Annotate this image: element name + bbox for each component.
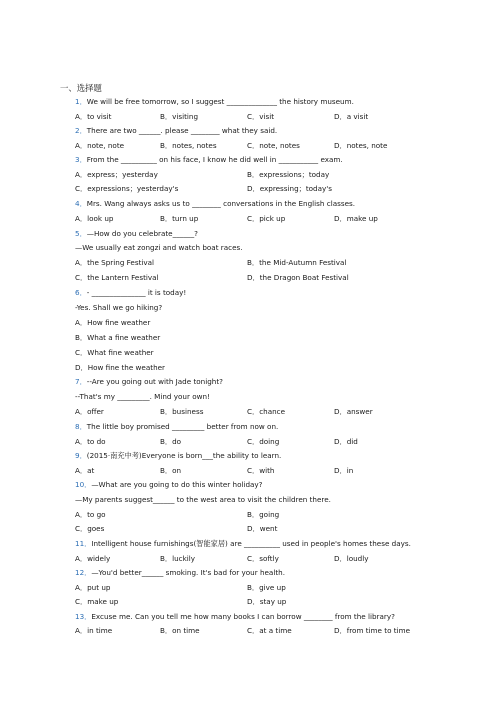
option-a: A．offer [75,407,104,416]
option-b: B．business [160,407,204,416]
question-number: 7． [75,377,87,386]
question-number: 1． [75,97,87,106]
question-6-option-b: B．What a fine weather [75,333,161,342]
question-1-stem [75,98,354,105]
option-b: B．on time [160,626,200,635]
question-5-stem [75,230,198,237]
option-c: C．pick up [247,214,286,223]
question-11-stem [75,540,411,547]
question-6-dialogue-line: -Yes. Shall we go hiking? [75,303,163,312]
question-7-stem [75,378,223,385]
option-b: B．luckily [160,554,196,563]
option-a: A．to do [75,437,106,446]
question-10-stem [75,481,263,488]
option-c: C．at a time [247,626,292,635]
question-10-options-row2 [75,525,475,535]
question-5-dialogue-line: —We usually eat zongzi and watch boat races. [75,243,243,252]
question-number: 4． [75,199,87,208]
question-4-stem [75,200,355,207]
question-3-options-row1 [75,171,475,181]
option-a: A．look up [75,214,114,223]
question-4-options [75,215,475,225]
question-text: —What are you going to do this winter holiday? [91,480,263,489]
option-a: A．widely [75,554,111,563]
question-text: —You'd better______ smoking. It's bad for your health. [91,568,285,577]
question-7-dialogue-line: --That's my _________. Mind your own! [75,392,210,401]
option-d: D．the Dragon Boat Festival [247,273,349,282]
option-d: D．stay up [247,597,287,606]
question-12-stem [75,569,285,576]
option-c: C．goes [75,524,105,533]
question-10-options-row1 [75,511,475,521]
option-d: D．did [334,437,358,446]
question-text: We will be free tomorrow, so I suggest ______________ the history museum. [86,97,354,106]
option-d: D．make up [334,214,378,223]
option-a: A．to go [75,510,106,519]
option-c: C．visit [247,112,275,121]
option-c: C．doing [247,437,280,446]
question-number: 10． [75,480,92,489]
question-13-options [75,627,475,637]
question-3-stem [75,156,343,163]
question-text: Mrs. Wang always asks us to ________ conversations in the English classes. [86,199,356,208]
option-c: C．make up [75,597,119,606]
option-b: B．going [247,510,280,519]
option-d: D．loudly [334,554,369,563]
question-text: Excuse me. Can you tell me how many books I can borrow ________ from the library? [91,612,395,621]
option-b: B．turn up [160,214,199,223]
question-text: From the __________ on his face, I know he did well in ___________ exam. [86,155,343,164]
option-d: D．from time to time [334,626,410,635]
question-number: 11． [75,539,92,548]
option-a: A．express；yesterday [75,170,158,179]
question-5-options-row2 [75,274,475,284]
option-a: A．at [75,466,95,475]
question-number: 9． [75,451,87,460]
question-number: 8． [75,422,87,431]
option-a: A．in time [75,626,113,635]
question-number: 6． [75,288,87,297]
question-2-options [75,142,475,152]
option-a: A．put up [75,583,111,592]
option-c: C．chance [247,407,286,416]
question-8-options [75,438,475,448]
option-b: B．do [160,437,182,446]
question-text: —How do you celebrate______? [86,229,198,238]
section-title: 一、选择题 [60,83,102,93]
option-d: D．a visit [334,112,369,121]
option-b: B．on [160,466,182,475]
question-9-options [75,467,475,477]
option-a: A．the Spring Festival [75,258,155,267]
option-b: B．visiting [160,112,199,121]
question-number: 2． [75,126,87,135]
option-d: D．notes, note [334,141,388,150]
question-text: (2015·南充中考)Everyone is born___the ability to learn. [86,451,282,460]
option-b: B．expressions；today [247,170,330,179]
option-b: B．the Mid-Autumn Festival [247,258,347,267]
question-number: 13． [75,612,92,621]
question-10-dialogue-line: —My parents suggest______ to the west area to visit the children there. [75,495,331,504]
option-c: C．softly [247,554,279,563]
option-d: D．in [334,466,354,475]
question-number: 5． [75,229,87,238]
question-number: 3． [75,155,87,164]
question-1-options [75,113,475,123]
option-c: C．the Lantern Festival [75,273,159,282]
option-a: A．note, note [75,141,125,150]
option-d: D．went [247,524,278,533]
question-6-option-c: C．What fine weather [75,348,154,357]
option-c: C．expressions；yesterday's [75,184,179,193]
question-number: 12． [75,568,92,577]
option-a: A．to visit [75,112,112,121]
question-8-stem [75,423,278,430]
question-5-options-row1 [75,259,475,269]
question-text: There are two ______. please ________ what they said. [86,126,278,135]
option-c: C．note, notes [247,141,300,150]
question-6-option-d: D．How fine the weather [75,363,166,372]
option-b: B．give up [247,583,286,592]
question-3-options-row2 [75,185,475,195]
question-text: - _______________ it is today! [86,288,187,297]
question-13-stem [75,613,395,620]
option-d: D．expressing；today's [247,184,333,193]
question-6-option-a: A．How fine weather [75,318,151,327]
question-text: The little boy promised _________ better from now on. [86,422,279,431]
question-12-options-row1 [75,584,475,594]
question-12-options-row2 [75,598,475,608]
question-text: Intelligent house furnishings(智能家居) are __________ used in people's homes these days. [91,539,411,548]
question-7-options [75,408,475,418]
option-d: D．answer [334,407,373,416]
question-6-stem [75,289,186,296]
question-text: --Are you going out with Jade tonight? [86,377,223,386]
option-b: B．notes, notes [160,141,217,150]
question-2-stem [75,127,277,134]
question-11-options [75,555,475,565]
question-9-stem [75,452,281,459]
option-c: C．with [247,466,275,475]
